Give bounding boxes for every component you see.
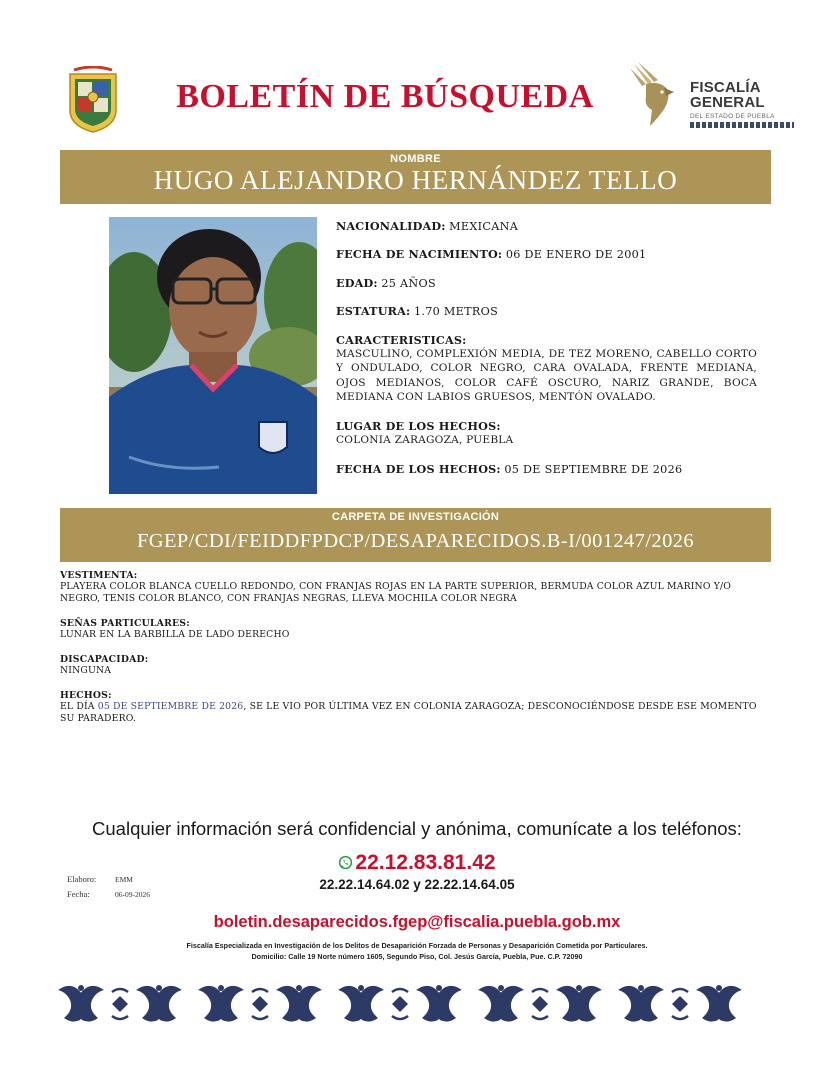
marks-value: LUNAR EN LA BARBILLA DE LADO DERECHO	[60, 629, 290, 640]
fiscalia-pattern-strip	[690, 122, 794, 128]
nationality-label: NACIONALIDAD:	[336, 219, 446, 233]
fecha-row	[67, 889, 150, 904]
place-value: COLONIA ZARAGOZA, PUEBLA	[336, 434, 514, 446]
elaboro-value: EMM	[115, 875, 133, 884]
fiscalia-wordmark	[690, 80, 800, 128]
facts-label: HECHOS:	[60, 690, 112, 701]
disability-label: DISCAPACIDAD:	[60, 654, 149, 665]
place-label: LUGAR DE LOS HECHOS:	[336, 419, 501, 433]
elaboro-label: Elaboro:	[67, 874, 97, 884]
clothing-section	[60, 570, 760, 605]
event-date-value: 05 DE SEPTIEMBRE DE 2026	[504, 463, 683, 476]
contact-email-link[interactable]: boletin.desaparecidos.fgep@fiscalia.puebla.gob.mx	[213, 913, 621, 931]
talavera-decorative-border	[58, 980, 776, 1030]
fiscalia-eagle-logo-icon	[624, 62, 684, 128]
height-label: ESTATURA:	[336, 304, 411, 318]
case-label: CARPETA DE INVESTIGACIÓN	[331, 511, 500, 523]
case-number: FGEP/CDI/FEIDDFPDCP/DESAPARECIDOS.B-I/001247/2026	[136, 530, 695, 552]
person-name: HUGO ALEJANDRO HERNÁNDEZ TELLO	[153, 165, 678, 195]
agency-footer-line: Fiscalía Especializada en Investigación de los Delitos de Desaparición Forzada de Personas y Desaparición Cometida por Particulares.	[186, 941, 648, 950]
characteristics-value: MASCULINO, COMPLEXIÓN MEDIA, DE TEZ MORENO, CABELLO CORTO Y ONDULADO, COLOR NEGRO, CARA OVALADA, FRENTE MEDIANA, OJOS MEDIANOS, COLOR CAFÉ OSCURO, NARIZ GRANDE, BOCA MEDIANA CON LABIOS GRUESOS, MENTÓN OVALADO.	[336, 348, 757, 404]
facts-section	[60, 690, 760, 725]
age-label: EDAD:	[336, 276, 378, 290]
fecha-label: Fecha:	[67, 889, 90, 899]
whatsapp-icon	[338, 852, 353, 867]
case-banner	[60, 508, 771, 562]
fiscalia-line3: DEL ESTADO DE PUEBLA	[690, 113, 775, 120]
other-phone-numbers[interactable]: 22.22.14.64.02 y 22.22.14.64.05	[319, 877, 515, 892]
fecha-value: 06-09-2026	[115, 890, 150, 899]
nationality-row	[336, 219, 518, 233]
main-phone-number[interactable]: 22.12.83.81.42	[355, 851, 496, 874]
facts-text	[60, 701, 760, 725]
age-value: 25 AÑOS	[381, 277, 436, 290]
clothing-value: PLAYERA COLOR BLANCA CUELLO REDONDO, CON FRANJAS ROJAS EN LA PARTE SUPERIOR, BERMUDA COLOR AZUL MARINO Y/O NEGRO, TENIS COLOR BLANCO, CON FRANJAS NEGRAS, LLEVA MOCHILA COLOR NEGRA	[60, 581, 732, 604]
characteristics-block	[336, 333, 757, 405]
main-phone-line	[200, 851, 634, 875]
birthdate-label: FECHA DE NACIMIENTO:	[336, 247, 503, 261]
fiscalia-line2: GENERAL	[690, 94, 765, 111]
name-label: NOMBRE	[390, 153, 441, 165]
facts-date: 05 DE SEPTIEMBRE DE 2026	[97, 701, 244, 712]
height-value: 1.70 METROS	[413, 305, 499, 318]
address-footer-line: Domicilio: Calle 19 Norte número 1605, Segundo Piso, Col. Jesús García, Puebla, Pue. C.P. 72090	[251, 952, 583, 961]
facts-prefix: EL DÍA	[60, 701, 95, 712]
elaboro-row	[67, 874, 150, 889]
facts-rest: , SE LE VIO POR ÚLTIMA VEZ EN COLONIA ZARAGOZA; DESCONOCIÉNDOSE DESDE ESE MOMENTO SU PARADERO.	[60, 701, 757, 724]
event-date-label: FECHA DE LOS HECHOS:	[336, 462, 501, 476]
document-meta	[67, 874, 150, 904]
name-banner	[60, 150, 771, 204]
characteristics-label: CARACTERISTICAS:	[336, 333, 467, 347]
disability-section	[60, 654, 760, 677]
contact-intro: Cualquier información será confidencial y anónima, comunícate a los teléfonos:	[92, 818, 742, 839]
person-photo	[109, 217, 317, 494]
marks-label: SEÑAS PARTICULARES:	[60, 618, 190, 629]
state-coat-of-arms-icon	[66, 66, 120, 134]
height-row	[336, 304, 498, 318]
place-block	[336, 419, 757, 447]
birthdate-row	[336, 247, 646, 261]
clothing-label: VESTIMENTA:	[60, 570, 138, 581]
marks-section	[60, 618, 760, 641]
nationality-value: MEXICANA	[449, 220, 519, 233]
fiscalia-line1: FISCALÍA	[690, 79, 761, 96]
birthdate-value: 06 DE ENERO DE 2001	[505, 248, 647, 261]
age-row	[336, 276, 436, 290]
event-date-row	[336, 462, 682, 476]
disability-value: NINGUNA	[60, 665, 112, 676]
bulletin-title: BOLETÍN DE BÚSQUEDA	[176, 78, 594, 115]
